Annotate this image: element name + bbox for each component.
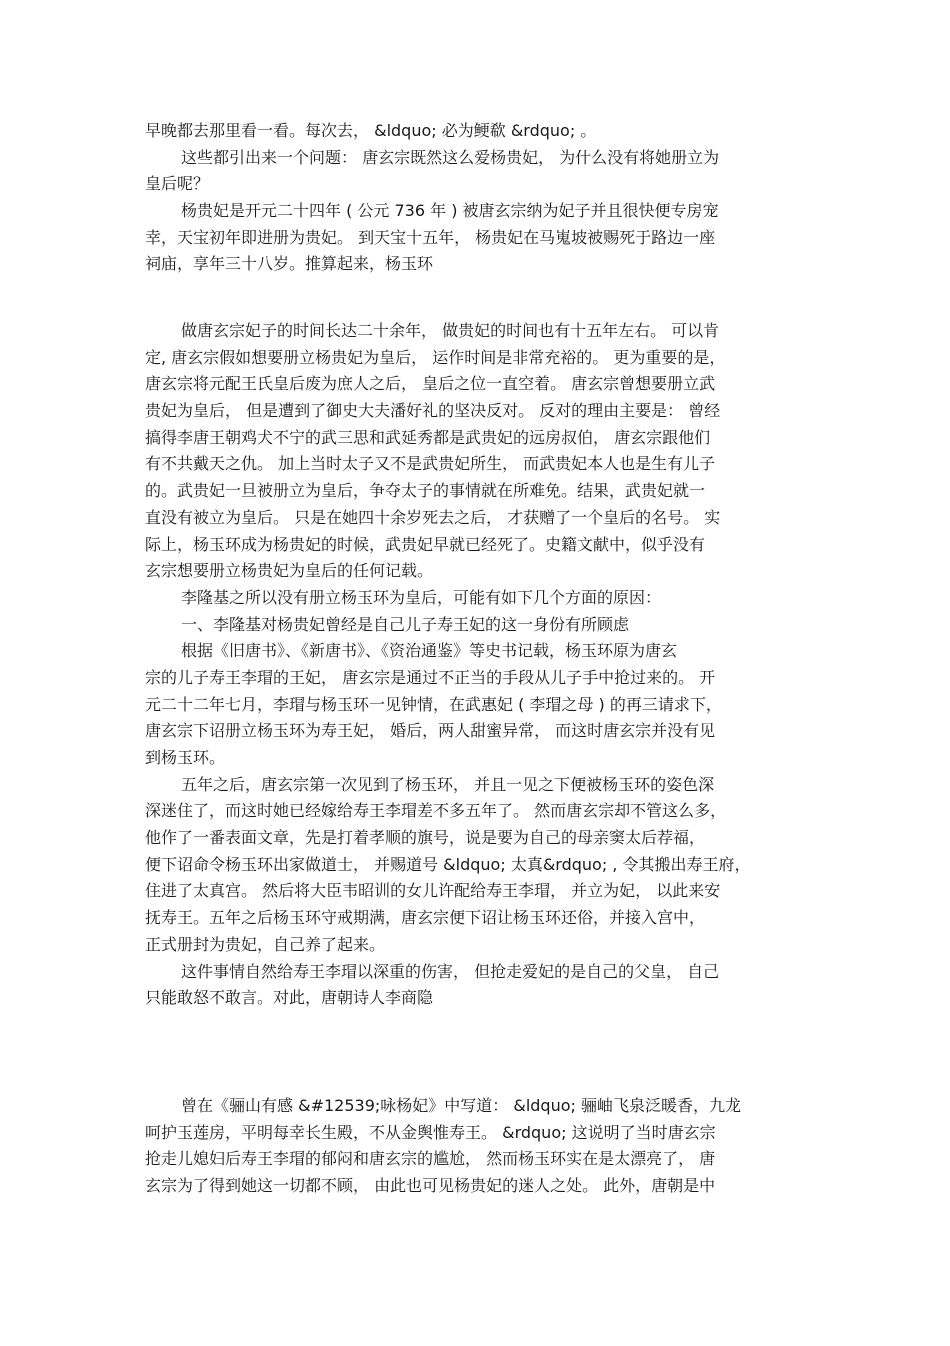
text-line: 便下诏命令杨玉环出家做道士， 并赐道号 &ldquo; 太真&rdquo; , 令其搬出寿王府，: [145, 854, 751, 874]
text-line: 五年之后，唐玄宗第一次见到了杨玉环， 并且一见之下便被杨玉环的姿色深: [181, 774, 715, 794]
paragraph-block-2: [145, 318, 810, 1012]
text-line: 做唐玄宗妃子的时间长达二十余年， 做贵妃的时间也有十五年左右。 可以肯: [181, 321, 720, 340]
text-line: 深迷住了，而这时她已经嫁给寿王李瑁差不多五年了。 然而唐玄宗却不管这么多，: [145, 801, 727, 821]
text-line: 正式册封为贵妃，自己养了起来。: [145, 934, 386, 954]
text-line: 这件事情自然给寿王李瑁以深重的伤害， 但抢走爱妃的是自己的父皇， 自己: [181, 961, 720, 981]
paragraph-block-3: [145, 1093, 810, 1200]
text-line: 际上，杨玉环成为杨贵妃的时候，武贵妃早就已经死了。史籍文献中，似乎没有: [145, 534, 706, 554]
text-line: 元二十二年七月，李瑁与杨玉环一见钟情，在武惠妃 ( 李瑁之母 ) 的再三请求下，: [145, 694, 722, 714]
text-line: 玄宗为了得到她这一切都不顾， 由此也可见杨贵妃的迷人之处。 此外，唐朝是中: [145, 1176, 716, 1196]
text-line: 幸，天宝初年即进册为贵妃。 到天宝十五年， 杨贵妃在马嵬坡被赐死于路边一座: [145, 227, 716, 247]
text-line: 贵妃为皇后， 但是遭到了御史大夫潘好礼的坚决反对。 反对的理由主要是： 曾经: [145, 401, 721, 421]
text-line: 李隆基之所以没有册立杨玉环为皇后，可能有如下几个方面的原因：: [181, 587, 662, 607]
text-line: 宗的儿子寿王李瑁的王妃， 唐玄宗是通过不正当的手段从儿子手中抢过来的。 开: [145, 667, 716, 687]
text-line: 抢走儿媳妇后寿王李瑁的郁闷和唐玄宗的尴尬， 然而杨玉环实在是太漂亮了， 唐: [145, 1149, 716, 1169]
text-line: 早晚都去那里看一看。每次去， &ldquo; 必为鲠欷 &rdquo; 。: [145, 121, 597, 140]
text-line: 搞得李唐王朝鸡犬不宁的武三思和武延秀都是武贵妃的远房叔伯， 唐玄宗跟他们: [145, 427, 711, 447]
text-line: 根据《旧唐书》、《新唐书》、《资治通鉴》等史书记载，杨玉环原为唐玄: [181, 641, 678, 661]
text-line: 住进了太真宫。 然后将大臣韦昭训的女儿许配给寿王李瑁， 并立为妃， 以此来安: [145, 881, 721, 901]
text-line: 有不共戴天之仇。 加上当时太子又不是武贵妃所生， 而武贵妃本人也是生有儿子: [145, 454, 716, 474]
text-line: 这些都引出来一个问题： 唐玄宗既然这么爱杨贵妃， 为什么没有将她册立为: [181, 147, 720, 167]
text-line: 杨贵妃是开元二十四年 ( 公元 736 年 ) 被唐玄宗纳为妃子并且很快便专房宠: [181, 201, 719, 221]
text-line: 到杨玉环。: [145, 748, 226, 767]
text-line: 唐玄宗下诏册立杨玉环为寿王妃， 婚后，两人甜蜜异常， 而这时唐玄宗并没有见: [145, 721, 716, 741]
text-line: 直没有被立为皇后。 只是在她四十余岁死去之后， 才获赠了一个皇后的名号。 实: [145, 507, 721, 527]
text-line: 皇后呢？: [145, 174, 210, 194]
text-line: 玄宗想要册立杨贵妃为皇后的任何记载。: [145, 561, 434, 581]
text-line: 的。武贵妃一旦被册立为皇后，争夺太子的事情就在所难免。结果，武贵妃就一: [145, 481, 706, 501]
text-line: 抚寿王。五年之后杨玉环守戒期满，唐玄宗便下诏让杨玉环还俗，并接入宫中，: [145, 908, 706, 928]
text-line: 呵护玉莲房，平明每幸长生殿，不从金舆惟寿王。 &rdquo; 这说明了当时唐玄宗: [145, 1122, 716, 1142]
paragraph-block-1: [145, 118, 810, 278]
text-line: 定, 唐玄宗假如想要册立杨贵妃为皇后， 运作时间是非常充裕的。 更为重要的是，: [145, 347, 726, 367]
text-line: 只能敢怒不敢言。对此，唐朝诗人李商隐: [145, 988, 434, 1008]
text-line: 祠庙，享年三十八岁。推算起来，杨玉环: [145, 254, 434, 274]
text-line: 曾在《骊山有感 &#12539;咏杨妃》中写道： &ldquo; 骊岫飞泉泛暖香，九龙: [181, 1096, 741, 1115]
text-line: 一、李隆基对杨贵妃曾经是自己儿子寿王妃的这一身份有所顾虑: [181, 614, 630, 634]
text-line: 他作了一番表面文章，先是打着孝顺的旗号，说是要为自己的母亲窦太后荐福，: [145, 828, 706, 848]
text-line: 唐玄宗将元配王氏皇后废为庶人之后， 皇后之位一直空着。 唐玄宗曾想要册立武: [145, 374, 716, 394]
